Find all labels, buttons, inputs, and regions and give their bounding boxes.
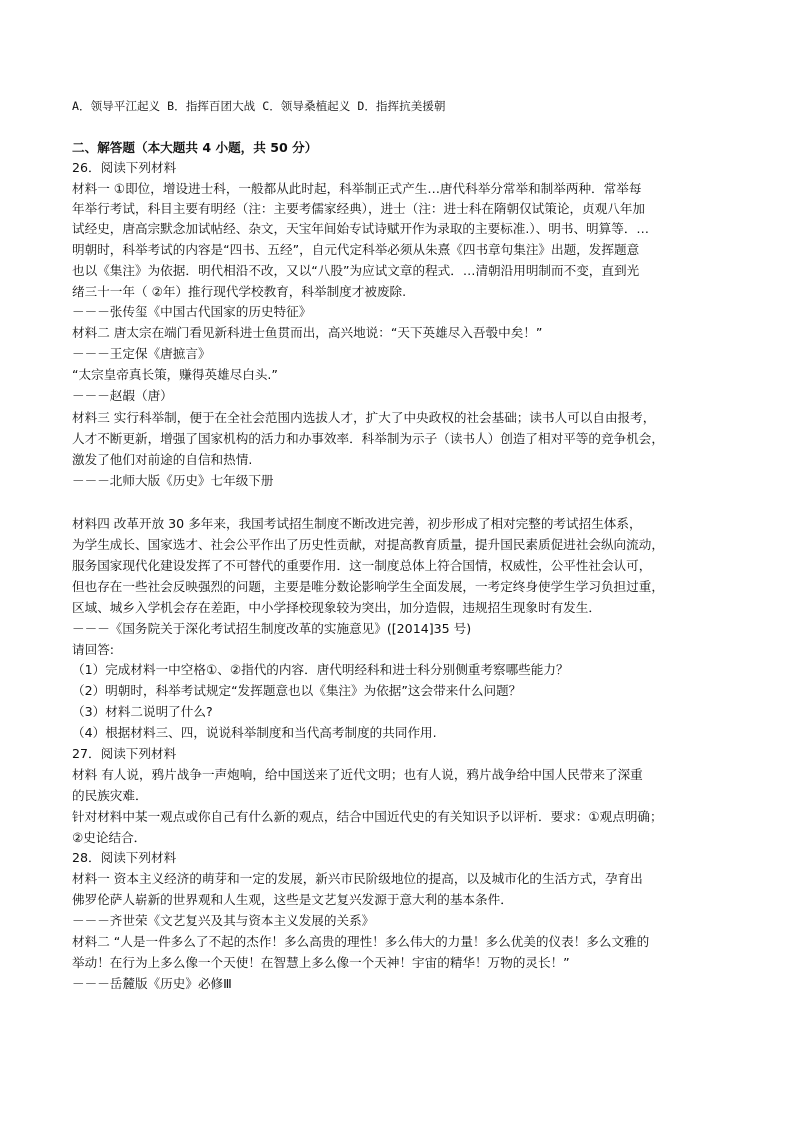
q26-material-3-line: 人才不断更新，增强了国家机构的活力和办事效率．科举制为示子（读书人）创造了相对平等的竞争机会， [72, 431, 664, 446]
q26-question: （3）材料二说明了什么? [72, 704, 213, 719]
q28-material-2-source: －－－岳麓版《历史》必修Ⅲ [72, 976, 232, 991]
q26-ask: 请回答: [72, 642, 115, 657]
q26-material-4-line: 服务国家现代化建设发挥了不可替代的重要作用．这一制度总体上符合国情，权威性，公平性社会认可， [72, 558, 652, 573]
q26-material-4-line: 为学生成长、国家选才、社会公平作出了历史性贡献，对提高教育质量，提升国民素质促进社会纵向流动， [72, 537, 664, 552]
q26-material-2-source: －－－王定保《唐摭言》 [72, 346, 211, 361]
q26-material-2: 材料二 唐太宗在端门看见新科进士鱼贯而出，高兴地说：“天下英雄尽入吾彀中矣！” [72, 325, 543, 340]
q28-material-2-line: 举动！在行为上多么像一个天使！在智慧上多么像一个天神！宇宙的精华！万物的灵长！” [72, 955, 570, 970]
q26-material-1-line: 材料一 ①即位，增设进士科，一般都从此时起，科举制正式产生…唐代科举分常举和制举两种．常举每 [72, 181, 642, 196]
q27-material-line: 材料 有人说，鸦片战争一声炮响，给中国送来了近代文明；也有人说，鸦片战争给中国人民带来了深重 [72, 767, 643, 782]
q28-material-1-line: 材料一 资本主义经济的萌芽和一定的发展，新兴市民阶级地位的提高，以及城市化的生活方式，孕育出 [72, 871, 643, 886]
q26-material-1-line: 明朝时，科举考试的内容是“四书、五经”，自元代定科举必须从朱熹《四书章句集注》出题，发挥题意 [72, 242, 640, 257]
q26-material-1-line: 试经史，唐高宗默念加试帖经、杂文，天宝年间始专试诗赋开作为录取的主要标准.）、明书、明算等．… [72, 221, 650, 236]
q26-material-2-quote: “太宗皇帝真长策，赚得英雄尽白头.” [72, 367, 278, 382]
q26-question: （1）完成材料一中空格①、②指代的内容．唐代明经科和进士科分别侧重考察哪些能力？ [72, 662, 569, 677]
q26-material-4-source: －－－《国务院关于深化考试招生制度改革的实施意见》([2014]35 号) [72, 621, 472, 636]
q27-material-line: 的民族灾难． [72, 788, 148, 803]
q26-material-4-line: 但也存在一些社会反映强烈的问题，主要是唯分数论影响学生全面发展，一考定终身使学生学习负担过重， [72, 579, 664, 594]
q26-stem: 26．阅读下列材料 [72, 160, 177, 175]
q26-material-1-source: －－－张传玺《中国古代国家的历史特征》 [72, 304, 312, 319]
q26-material-3-source: －－－北师大版《历史》七年级下册 [72, 473, 274, 488]
q28-material-1-line: 佛罗伦萨人崭新的世界观和人生观，这些是文艺复兴发源于意大利的基本条件． [72, 892, 513, 907]
q26-question: （4）根据材料三、四，说说科举制度和当代高考制度的共同作用. [72, 725, 437, 740]
q26-material-1-line: 年举行考试，科目主要有明经（注：主要考儒家经典），进士（注：进士科在隋朝仅试策论，贞观八年加 [72, 201, 646, 216]
q28-material-2-line: 材料二 “人是一件多么了不起的杰作！多么高贵的理性！多么伟大的力量！多么优美的仪表！多么文雅的 [72, 934, 650, 949]
q26-material-4-line: 区域、城乡入学机会存在差距，中小学择校现象较为突出，加分造假，违规招生现象时有发生． [72, 600, 601, 615]
q26-material-3-line: 激发了他们对前途的自信和热情. [72, 452, 253, 467]
q28-material-1-source: －－－齐世荣《文艺复兴及其与资本主义发展的关系》 [72, 913, 375, 928]
q28-stem: 28．阅读下列材料 [72, 850, 177, 865]
q26-material-1-line: 也以《集注》为依据．明代相沿不改，又以“八股”为应试文章的程式．…清朝沿用明制而不变，直到光 [72, 263, 640, 278]
q27-task-line: ②史论结合． [72, 830, 147, 845]
q25-options: A．领导平江起义 B．指挥百团大战 C．领导桑植起义 D．指挥抗美援朝 [72, 99, 446, 113]
q26-material-1-line: 绪三十一年（ ②年）推行现代学校教育，科举制度才被废除. [72, 284, 407, 299]
section-2-heading: 二、解答题（本大题共 4 小题，共 50 分） [72, 140, 318, 155]
q26-material-3-line: 材料三 实行科举制，便于在全社会范围内选拔人才，扩大了中央政权的社会基础；读书人可以自由报考， [72, 410, 656, 425]
q26-material-2-source: －－－赵嘏（唐） [72, 388, 173, 403]
q26-question: （2）明朝时，科举考试规定“发挥题意也以《集注》为依据”这会带来什么问题？ [72, 683, 522, 698]
q27-task-line: 针对材料中某一观点或你自己有什么新的观点，结合中国近代史的有关知识予以评析．要求：①观点明确； [72, 809, 663, 824]
q26-material-4-line: 材料四 改革开放 30 多年来，我国考试招生制度不断改进完善，初步形成了相对完整的考试招生体系， [72, 516, 642, 531]
q27-stem: 27．阅读下列材料 [72, 746, 177, 761]
